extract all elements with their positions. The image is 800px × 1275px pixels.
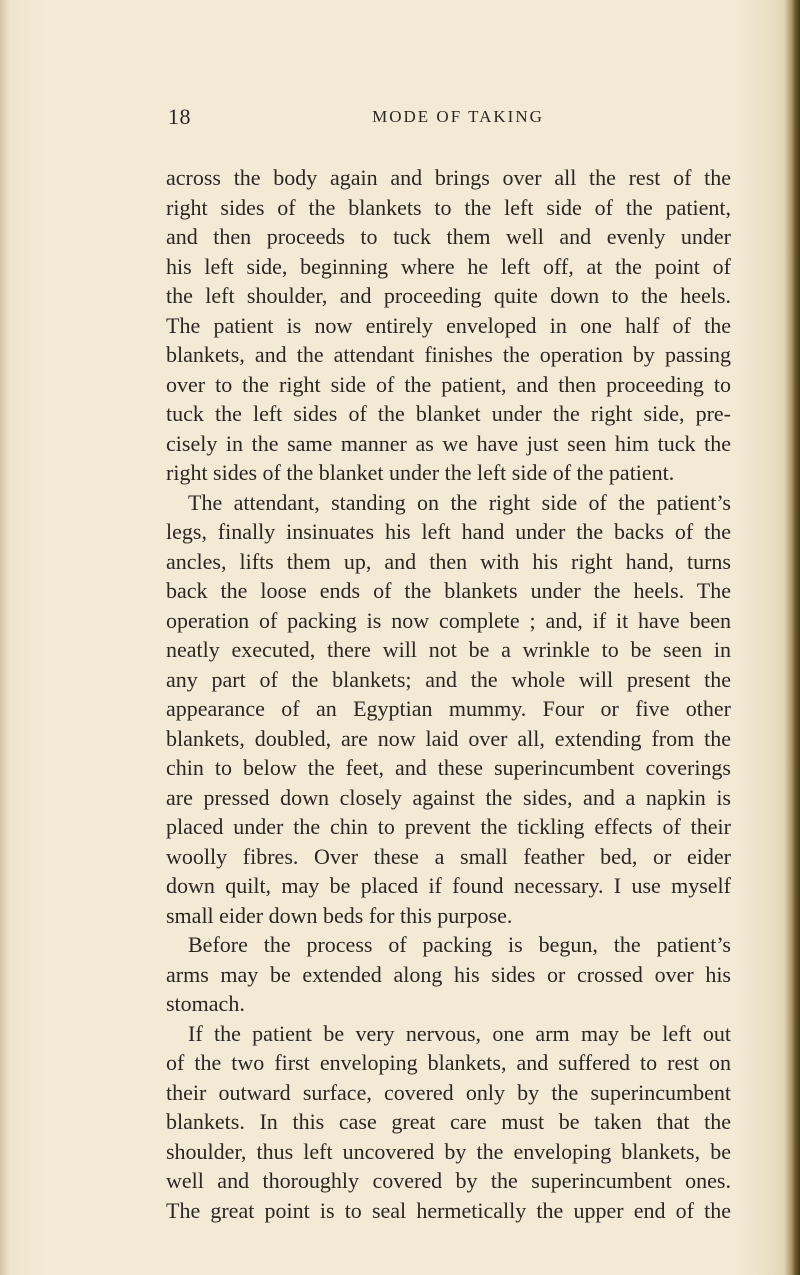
text-line: The great point is to seal hermetically the upper end of the xyxy=(166,1197,731,1223)
running-head: MODE OF TAKING xyxy=(372,107,544,126)
text-line: the left shoulder, and proceeding quite down to the heels. xyxy=(166,283,731,308)
text-line: Before the process of packing is begun, the patient’s xyxy=(188,932,731,957)
text-line: woolly fibres. Over these a small feather bed, or eider xyxy=(166,843,731,869)
text-line: arms may be extended along his sides or crossed over his xyxy=(166,961,731,987)
text-line: stomach. xyxy=(166,991,245,1016)
page-edge xyxy=(784,0,800,1275)
text-line: well and thoroughly covered by the superincumbent ones. xyxy=(166,1168,731,1193)
text-line: his left side, beginning where he left off, at the point of xyxy=(166,253,731,279)
text-line: across the body again and brings over all the rest of the xyxy=(166,165,731,190)
text-line: and then proceeds to tuck them well and evenly under xyxy=(166,224,731,249)
text-line: cisely in the same manner as we have just seen him tuck the xyxy=(166,430,731,456)
text-line: legs, finally insinuates his left hand under the backs of the xyxy=(166,519,731,544)
text-line: The attendant, standing on the right side of the patient’s xyxy=(188,489,731,515)
text-line: appearance of an Egyptian mummy. Four or five other xyxy=(166,696,731,721)
text-line: If the patient be very nervous, one arm may be left out xyxy=(188,1020,731,1046)
text-line: ancles, lifts them up, and then with his right hand, turns xyxy=(166,548,731,574)
text-line: shoulder, thus left uncovered by the enveloping blankets, be xyxy=(166,1138,731,1164)
text-line: blankets, and the attendant finishes the operation by passing xyxy=(166,342,731,367)
text-line: any part of the blankets; and the whole will present the xyxy=(166,666,731,692)
text-line: tuck the left sides of the blanket under the right side, pre- xyxy=(166,401,731,426)
body-text xyxy=(166,163,731,1225)
text-line: back the loose ends of the blankets under the heels. The xyxy=(166,578,731,603)
text-line: blankets. In this case great care must be taken that the xyxy=(166,1109,731,1134)
text-line: over to the right side of the patient, and then proceeding to xyxy=(166,371,731,397)
text-line: small eider down beds for this purpose. xyxy=(166,902,513,928)
text-line: right sides of the blanket under the left side of the patient. xyxy=(166,460,675,485)
text-line: right sides of the blankets to the left side of the patient, xyxy=(166,194,731,220)
text-line: neatly executed, there will not be a wrinkle to be seen in xyxy=(166,637,731,662)
page-number: 18 xyxy=(168,104,191,129)
text-line: down quilt, may be placed if found necessary. I use myself xyxy=(166,873,731,898)
page-header xyxy=(168,104,728,134)
text-line: blankets, doubled, are now laid over all, extending from the xyxy=(166,725,731,751)
text-line: of the two first enveloping blankets, and suffered to rest on xyxy=(166,1050,731,1075)
text-line: are pressed down closely against the sides, and a napkin is xyxy=(166,784,731,810)
text-line: chin to below the feet, and these superincumbent coverings xyxy=(166,755,731,780)
text-line: The patient is now entirely enveloped in one half of the xyxy=(166,312,731,338)
text-line: operation of packing is now complete ; and, if it have been xyxy=(166,607,731,633)
text-line: their outward surface, covered only by the superincumbent xyxy=(166,1079,731,1105)
gutter-shadow xyxy=(0,0,10,1275)
text-line: placed under the chin to prevent the tickling effects of their xyxy=(166,814,731,839)
